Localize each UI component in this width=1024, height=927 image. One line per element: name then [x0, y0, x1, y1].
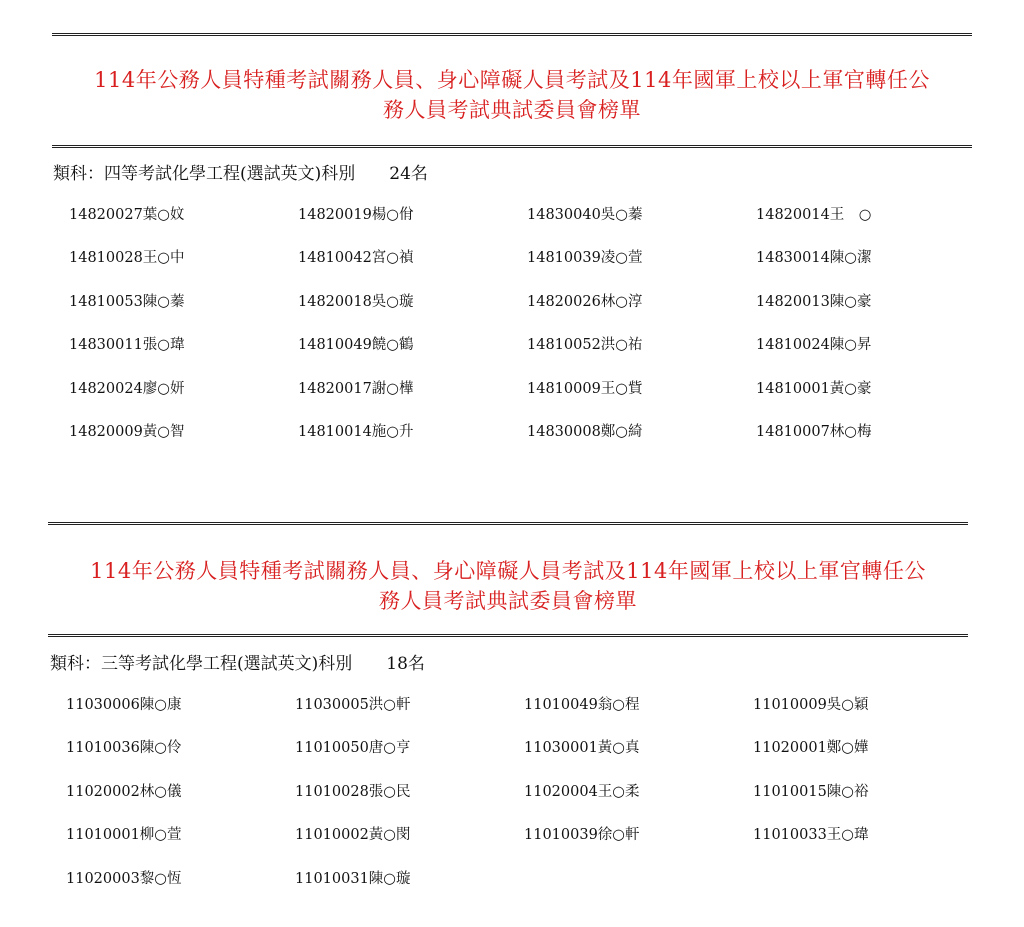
- category-label: 類科：三等考試化學工程(選試英文)科別: [50, 654, 353, 674]
- candidate-entry: 14820026林○淳: [527, 293, 643, 310]
- candidate-entry: 14810024陳○昇: [756, 337, 872, 354]
- candidate-grid: [69, 204, 985, 464]
- candidate-count: 24名: [389, 164, 428, 184]
- candidate-entry: 14810053陳○蓁: [69, 293, 185, 310]
- category-label: 類科：四等考試化學工程(選試英文)科別: [53, 164, 356, 184]
- candidate-entry: 11010039徐○軒: [524, 827, 640, 844]
- candidate-entry: 11030006陳○康: [66, 697, 182, 713]
- candidate-entry: 14810042宮○禎: [298, 250, 414, 267]
- candidate-entry: 14820027葉○妏: [69, 207, 185, 223]
- title-divider: [48, 634, 968, 637]
- list-title-line2: 務人員考試典試委員會榜單: [383, 98, 641, 122]
- candidate-entry: 11010015陳○裕: [753, 783, 869, 800]
- candidate-entry: 11020003黎○恆: [66, 870, 182, 887]
- candidate-grid: [66, 694, 982, 911]
- top-divider: [52, 33, 972, 36]
- list-title: [36, 556, 980, 616]
- candidate-entry: 14810028王○中: [69, 250, 185, 267]
- candidate-entry: 14820018吳○璇: [298, 293, 414, 310]
- candidate-entry: 14830040吳○蓁: [527, 207, 643, 223]
- candidate-entry: 14810049饒○鶴: [298, 337, 414, 354]
- candidate-entry: 11020002林○儀: [66, 783, 182, 800]
- candidate-entry: 11010036陳○伶: [66, 740, 182, 757]
- candidate-entry: 14830008鄭○綺: [527, 423, 643, 440]
- list-title: [40, 65, 984, 125]
- candidate-entry: 11020001鄭○嬅: [753, 740, 869, 757]
- candidate-entry: 14810007林○梅: [756, 423, 872, 440]
- candidate-entry: 14820024廖○妍: [69, 380, 185, 397]
- candidate-count: 18名: [386, 654, 425, 674]
- candidate-entry: 11030005洪○軒: [295, 697, 411, 713]
- candidate-entry: 14820017謝○樺: [298, 380, 414, 397]
- candidate-entry: 11010009吳○穎: [753, 697, 869, 713]
- candidate-entry: 11020004王○柔: [524, 783, 640, 800]
- candidate-entry: 14830014陳○潔: [756, 250, 872, 267]
- candidate-entry: 11010031陳○璇: [295, 870, 411, 887]
- candidate-entry: 11010002黃○閔: [295, 827, 411, 844]
- top-divider: [48, 522, 968, 525]
- candidate-entry: 14810014施○升: [298, 423, 414, 440]
- candidate-entry: 11010033王○瑋: [753, 827, 869, 844]
- candidate-entry: 11010028張○民: [295, 783, 411, 800]
- candidate-entry: 14820014王 ○: [756, 207, 872, 223]
- candidate-entry: 14810009王○貲: [527, 380, 643, 397]
- category-heading: [50, 653, 425, 675]
- candidate-entry: 14810039凌○萱: [527, 250, 643, 267]
- list-title-line1: 114年公務人員特種考試關務人員、身心障礙人員考試及114年國軍上校以上軍官轉任公: [90, 559, 926, 583]
- candidate-entry: 11010050唐○亨: [295, 740, 411, 757]
- candidate-entry: 14830011張○瑋: [69, 337, 185, 354]
- candidate-entry: 14820019楊○佾: [298, 207, 414, 223]
- candidate-entry: 11030001黃○真: [524, 740, 640, 757]
- list-title-line1: 114年公務人員特種考試關務人員、身心障礙人員考試及114年國軍上校以上軍官轉任公: [94, 68, 930, 92]
- candidate-entry: 11010001柳○萱: [66, 827, 182, 844]
- candidate-entry: 11010049翁○程: [524, 697, 640, 713]
- list-title-line2: 務人員考試典試委員會榜單: [379, 589, 637, 613]
- candidate-entry: 14820013陳○豪: [756, 293, 872, 310]
- candidate-entry: 14810001黃○豪: [756, 380, 872, 397]
- candidate-entry: 14810052洪○祐: [527, 337, 643, 354]
- title-divider: [52, 145, 972, 148]
- category-heading: [53, 163, 428, 185]
- candidate-entry: 14820009黃○智: [69, 423, 185, 440]
